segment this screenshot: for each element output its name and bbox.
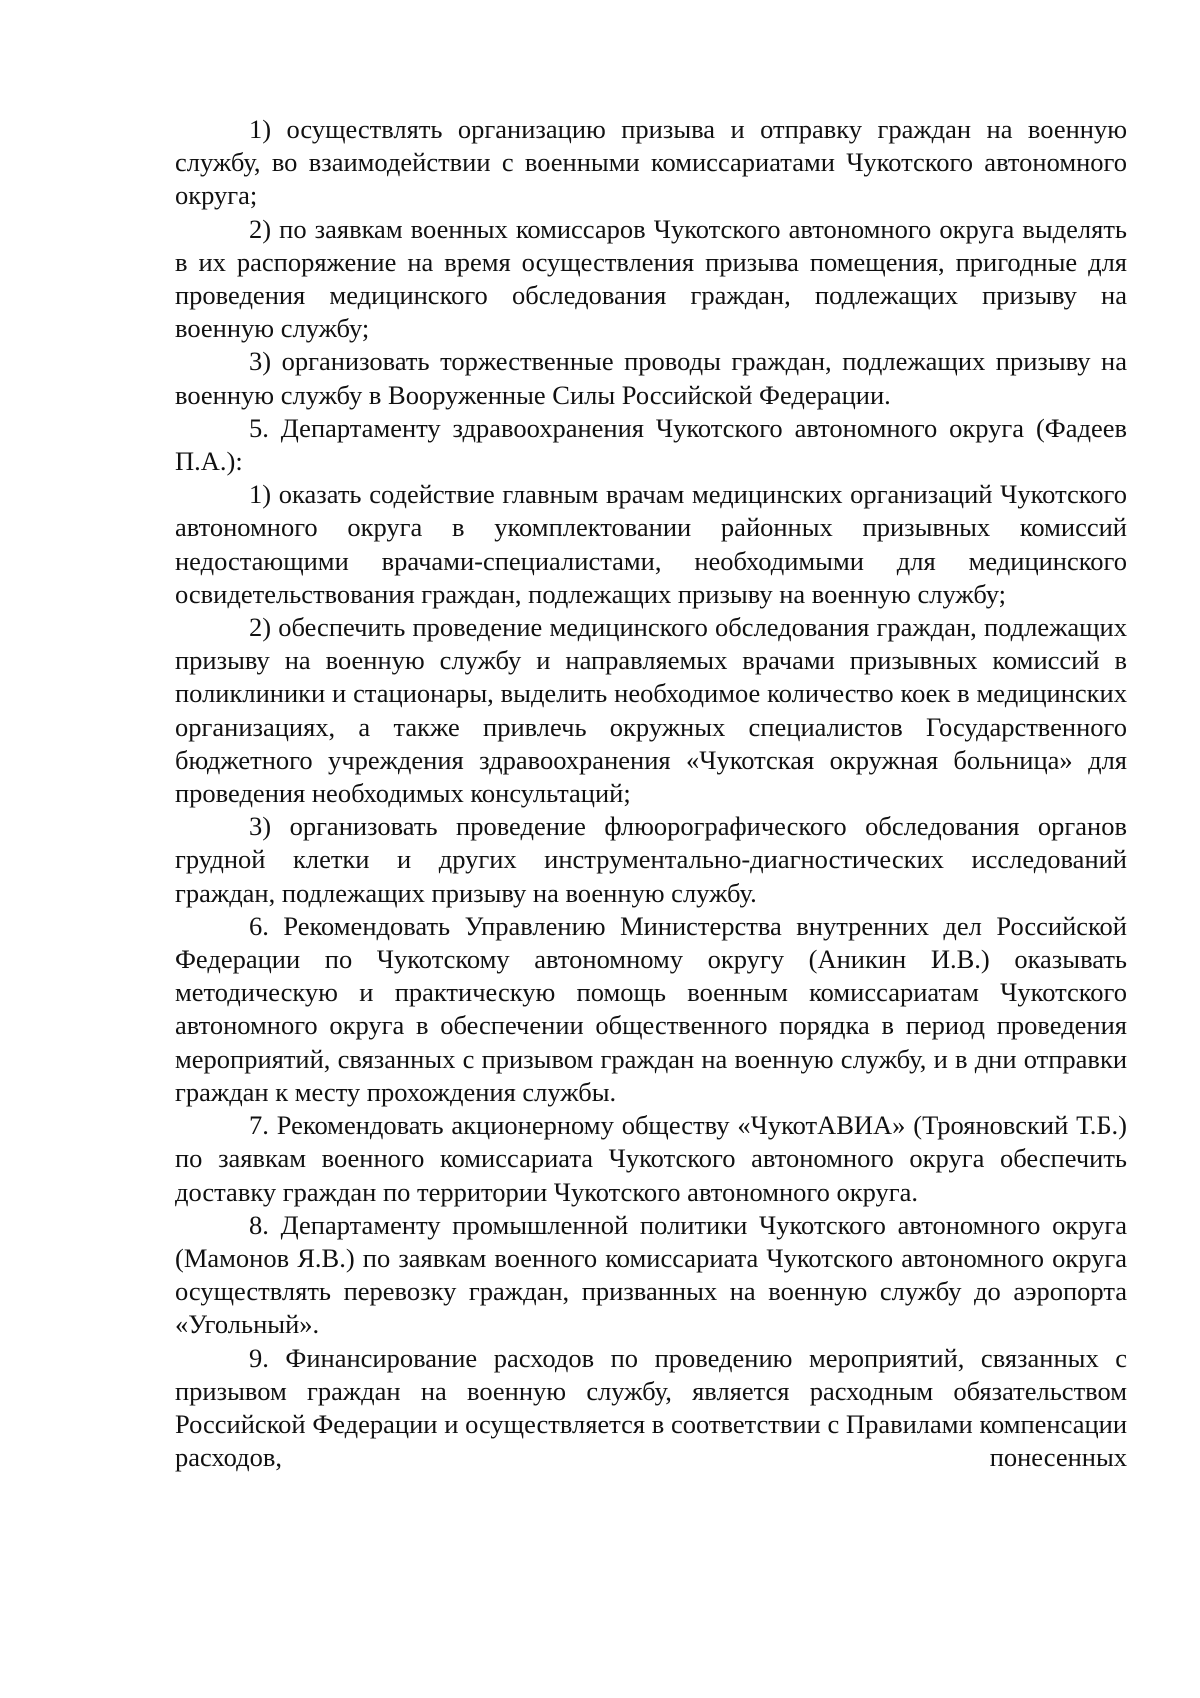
paragraph: 1) оказать содействие главным врачам медицинских организаций Чукотского автономного округа в укомплектовании районных призывных комиссий недостающими врачами-специалистами, необходимыми для медицинского освидетельствования граждан, подлежащих призыву на военную службу; [175, 479, 1127, 609]
paragraph: 1) осуществлять организацию призыва и отправку граждан на военную службу, во взаимодействии с военными комиссариатами Чукотского автономного округа; [175, 114, 1127, 211]
paragraph: 5. Департаменту здравоохранения Чукотского автономного округа (Фадеев П.А.): [175, 412, 1127, 477]
paragraph: 2) обеспечить проведение медицинского обследования граждан, подлежащих призыву на военную службу и направляемых врачами призывных комиссий в поликлиники и стационары, выделить необходимое количество коек в медицинских организациях, а также привлечь окружных специалистов Государственного бюджетного учреждения здравоохранения «Чукотская окружная больница» для проведения необходимых консультаций; [175, 612, 1127, 809]
paragraph: 6. Рекомендовать Управлению Министерства внутренних дел Российской Федерации по Чукотскому автономному округу (Аникин И.В.) оказывать методическую и практическую помощь военным комиссариатам Чукотского автономного округа в обеспечении общественного порядка в период проведения мероприятий, связанных с призывом граждан на военную службу, и в дни отправки граждан к месту прохождения службы. [175, 910, 1127, 1107]
paragraph: 8. Департаменту промышленной политики Чукотского автономного округа (Мамонов Я.В.) по заявкам военного комиссариата Чукотского автономного округа осуществлять перевозку граждан, призванных на военную службу до аэропорта «Угольный». [175, 1209, 1127, 1340]
paragraph: 2) по заявкам военных комиссаров Чукотского автономного округа выделять в их распоряжение на время осуществления призыва помещения, пригодные для проведения медицинского обследования граждан, подлежащих призыву на военную службу; [175, 213, 1127, 344]
paragraph: 3) организовать проведение флюорографического обследования органов грудной клетки и других инструментально-диагностических исследований граждан, подлежащих призыву на военную службу. [175, 811, 1127, 908]
paragraph: 3) организовать торжественные проводы граждан, подлежащих призыву на военную службу в Вооруженные Силы Российской Федерации. [175, 346, 1127, 410]
document-page [175, 113, 1127, 1474]
paragraph: 7. Рекомендовать акционерному обществу «ЧукотАВИА» (Трояновский Т.Б.) по заявкам военного комиссариата Чукотского автономного округа обеспечить доставку граждан по территории Чукотского автономного округа. [175, 1110, 1127, 1207]
paragraph: 9. Финансирование расходов по проведению мероприятий, связанных с призывом граждан на военную службу, является расходным обязательством Российской Федерации и осуществляется в соответствии с Правилами компенсации расходов, понесенных [175, 1342, 1127, 1473]
